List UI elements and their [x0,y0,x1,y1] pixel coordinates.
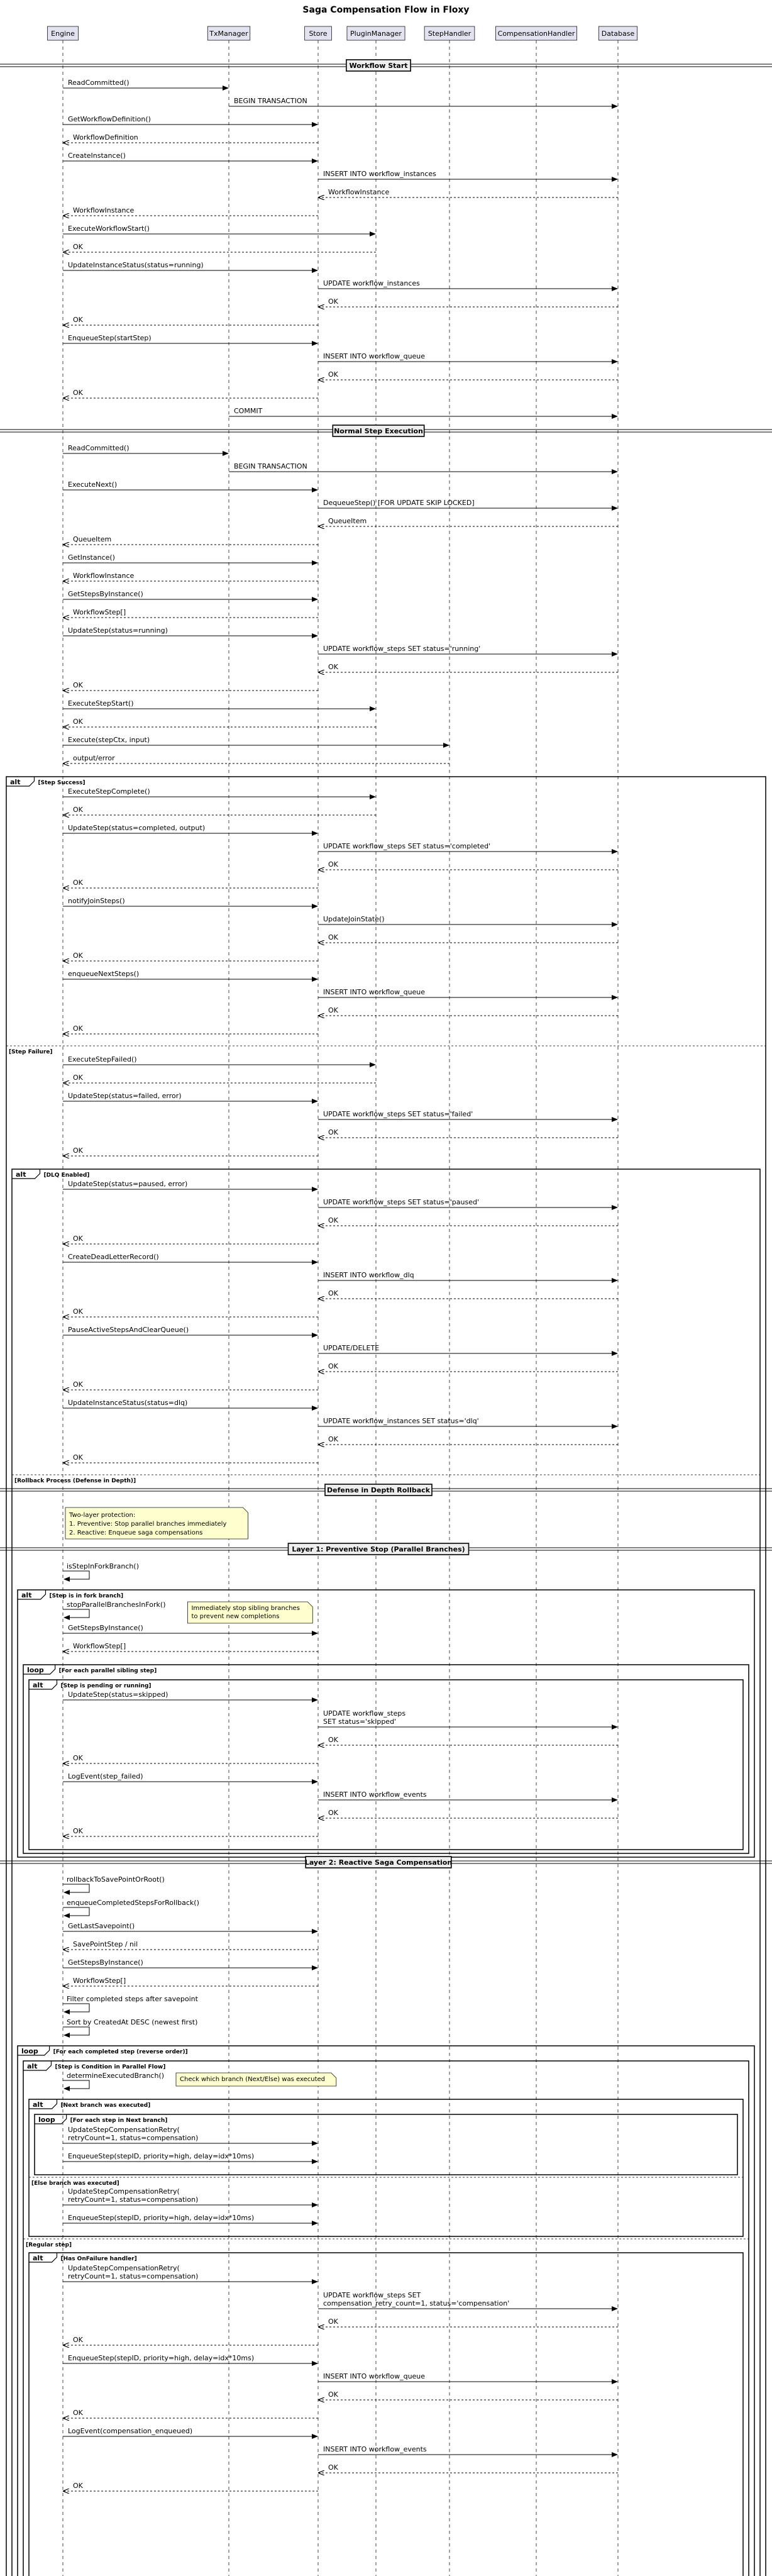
message-label: LogEvent(compensation_enqueued) [68,2427,193,2435]
message-label: UpdateInstanceStatus(status=running) [68,261,204,269]
message-label: LogEvent(step_failed) [68,1772,143,1780]
note-text: 1. Preventive: Stop parallel branches immediately [69,1521,227,1528]
self-message-label: stopParallelBranchesInFork() [67,1601,166,1609]
fragment-keyword: alt [27,2062,38,2070]
else-guard: [Rollback Process (Defense in Depth)] [14,1478,136,1484]
message-label: UpdateStepCompensationRetry( retryCount=1, status=compensation) [68,2264,199,2280]
return-label: OK [73,1827,83,1835]
return-label: OK [73,681,83,689]
fragment-guard: [DLQ Enabled] [43,1172,90,1179]
return-label: OK [328,1289,338,1297]
return-label: QueueItem [328,517,367,525]
return-label: WorkflowInstance [328,188,390,196]
return-label: OK [73,316,83,324]
divider-label: Layer 1: Preventive Stop (Parallel Branches) [292,1545,465,1553]
participant-label: TxManager [209,30,248,38]
return-label: WorkflowStep[] [73,1642,126,1650]
message-label: GetStepsByInstance() [68,1624,143,1632]
message-label: UPDATE workflow_instances SET status='dlq' [323,1417,479,1425]
message-label: INSERT INTO workflow_queue [323,988,426,996]
message-label: UpdateInstanceStatus(status=dlq) [68,1399,188,1407]
message-label: ExecuteStepStart() [68,699,134,708]
return-label: OK [328,663,338,671]
note-text: to prevent new completions [191,1613,280,1620]
fragment-guard: [Step is pending or running] [60,1683,152,1689]
message-label: UpdateJoinState() [323,915,385,923]
return-label: OK [328,1435,338,1443]
fragment-keyword: alt [33,2254,43,2262]
participant-label: Database [601,30,635,38]
message-label: INSERT INTO workflow_events [323,2445,427,2453]
return-label: OK [328,2390,338,2399]
return-label: OK [73,1453,83,1462]
return-label: OK [73,879,83,887]
self-message-arrow [63,2004,89,2012]
return-label: OK [328,1216,338,1224]
message-label: UPDATE workflow_steps SET status='running' [323,645,481,653]
message-label: Execute(stepCtx, input) [68,736,150,744]
return-label: OK [73,2409,83,2417]
message-label: GetStepsByInstance() [68,1958,143,1967]
participant-label: PluginManager [350,30,402,38]
message-label: INSERT INTO workflow_events [323,1790,427,1799]
return-label: OK [73,1024,83,1033]
divider-label: Layer 2: Reactive Saga Compensation [304,1858,453,1867]
message-label: BEGIN TRANSACTION [234,97,307,105]
return-label: OK [328,370,338,379]
message-label: UPDATE/DELETE [323,1344,380,1352]
message-label: ExecuteWorkflowStart() [68,225,150,233]
message-label: BEGIN TRANSACTION [234,462,307,470]
return-label: OK [328,2318,338,2326]
fragment-guard: [Step Success] [38,780,85,786]
return-label: OK [73,389,83,397]
return-label: OK [328,2463,338,2472]
self-message-label: Sort by CreatedAt DESC (newest first) [67,2018,198,2026]
return-label: WorkflowInstance [73,206,135,214]
self-message-label: determineExecutedBranch() [67,2072,165,2080]
message-label: GetLastSavepoint() [68,1922,135,1930]
message-label: UpdateStepCompensationRetry( retryCount=1, status=compensation) [68,2126,199,2142]
fragment-guard: [For each completed step (reverse order)] [53,2049,188,2055]
return-label: OK [73,1146,83,1155]
divider-label: Workflow Start [349,62,408,70]
message-label: GetStepsByInstance() [68,590,143,598]
divider-label: Defense in Depth Rollback [326,1486,431,1494]
return-label: OK [73,1754,83,1762]
participant-label: CompensationHandler [497,30,575,38]
self-message-arrow [63,1609,89,1618]
return-label: OK [328,297,338,306]
return-label: OK [328,1006,338,1014]
message-label: COMMIT [234,407,263,415]
message-label: ReadCommitted() [68,444,130,452]
message-label: INSERT INTO workflow_queue [323,352,426,360]
message-label: GetWorkflowDefinition() [68,115,151,123]
fragment-frame [12,1169,760,2576]
participant-label: Engine [51,30,75,38]
return-label: OK [73,2336,83,2344]
return-label: OK [328,1128,338,1136]
note-text: Two-layer protection: [69,1512,136,1519]
message-label: UpdateStep(status=skipped) [68,1690,168,1699]
return-label: QueueItem [73,535,112,543]
message-label: CreateDeadLetterRecord() [68,1253,159,1261]
return-label: OK [328,1809,338,1817]
fragment-guard: [Step is Condition in Parallel Flow] [55,2064,166,2070]
participant-label: StepHandler [427,30,471,38]
message-label: UPDATE workflow_steps SET compensation_retry_count=1, status='compensation' [323,2291,510,2307]
self-message-arrow [63,1571,89,1579]
message-label: ExecuteStepComplete() [68,787,150,796]
message-label: UpdateStep(status=paused, error) [68,1180,188,1188]
return-label: OK [73,1235,83,1243]
return-label: OK [73,1074,83,1082]
message-label: INSERT INTO workflow_queue [323,2372,426,2380]
fragment-keyword: alt [16,1170,26,1179]
return-label: OK [73,718,83,726]
message-label: EnqueueStep(startStep) [68,334,152,342]
fragment-guard: [Step is in fork branch] [49,1593,124,1599]
self-message-label: enqueueCompletedStepsForRollback() [67,1899,199,1907]
message-label: ReadCommitted() [68,79,130,87]
message-label: UpdateStep(status=failed, error) [68,1092,182,1100]
return-label: OK [328,860,338,869]
note-text: 2. Reactive: Enqueue saga compensations [69,1530,203,1536]
self-message-arrow [63,2080,89,2089]
return-label: OK [328,933,338,941]
message-label: INSERT INTO workflow_instances [323,170,436,178]
return-label: OK [73,1380,83,1389]
return-label: output/error [73,754,115,762]
participant-label: Store [309,30,328,38]
fragment-guard: [Has OnFailure handler] [60,2256,137,2262]
self-message-label: rollbackToSavePointOrRoot() [67,1875,165,1884]
message-label: UpdateStepCompensationRetry( retryCount=1, status=compensation) [68,2187,199,2204]
note-text: Check which branch (Next/Else) was executed [180,2076,325,2083]
return-label: WorkflowStep[] [73,608,126,616]
note-text: Immediately stop sibling branches [191,1605,300,1612]
fragment-guard: [For each step in Next branch] [70,2118,168,2124]
message-label: EnqueueStep(stepID, priority=high, delay=idx*10ms) [68,2152,255,2160]
fragment-keyword: alt [33,2101,43,2109]
fragment-guard: [For each parallel sibling step] [58,1668,157,1674]
message-label: UPDATE workflow_steps SET status='completed' [323,842,491,850]
message-label: EnqueueStep(stepID, priority=high, delay=idx*10ms) [68,2214,255,2222]
return-label: OK [328,1736,338,1744]
fragment-keyword: loop [27,1666,44,1674]
message-label: UPDATE workflow_steps SET status='paused' [323,1198,479,1206]
message-label: notifyJoinSteps() [68,897,125,905]
message-label: UPDATE workflow_instances [323,279,420,287]
self-message-arrow [63,1884,89,1892]
self-message-arrow [63,2027,89,2035]
message-label: UpdateStep(status=completed, output) [68,824,206,832]
self-message-arrow [63,1907,89,1916]
message-label: CreateInstance() [68,152,126,160]
return-label: WorkflowInstance [73,572,135,580]
fragment-keyword: loop [38,2116,55,2124]
divider-label: Normal Step Execution [334,427,423,435]
return-label: OK [73,2482,83,2490]
return-label: OK [73,1307,83,1316]
return-label: OK [73,952,83,960]
return-label: SavePointStep / nil [73,1940,138,1948]
message-label: DequeueStep() [FOR UPDATE SKIP LOCKED] [323,499,475,507]
else-guard: [Else branch was executed] [31,2180,119,2187]
return-label: OK [328,1362,338,1370]
message-label: UPDATE workflow_steps SET status='failed' [323,1110,473,1118]
message-label: ExecuteNext() [68,480,118,489]
fragment-keyword: loop [21,2047,38,2055]
message-label: GetInstance() [68,553,115,562]
return-label: OK [73,243,83,251]
fragment-keyword: alt [21,1591,32,1599]
return-label: WorkflowDefinition [73,133,138,142]
message-label: UPDATE workflow_steps SET status='skipped' [323,1709,406,1726]
message-label: EnqueueStep(stepID, priority=high, delay=idx*10ms) [68,2354,255,2362]
return-label: OK [73,806,83,814]
else-guard: [Step Failure] [9,1049,53,1055]
message-label: UpdateStep(status=running) [68,626,168,635]
fragment-frame [29,1680,743,1850]
message-label: enqueueNextSteps() [68,970,140,978]
fragment-guard: [Next branch was executed] [60,2102,151,2109]
self-message-label: Filter completed steps after savepoint [67,1995,198,2003]
else-guard: [Regular step] [26,2242,72,2248]
self-message-label: isStepInForkBranch() [67,1562,139,1570]
fragment-keyword: alt [10,778,21,786]
return-label: WorkflowStep[] [73,1977,126,1985]
message-label: PauseActiveStepsAndClearQueue() [68,1326,189,1334]
fragment-keyword: alt [33,1681,43,1689]
message-label: INSERT INTO workflow_dlq [323,1271,414,1279]
message-label: ExecuteStepFailed() [68,1055,137,1063]
diagram-title: Saga Compensation Flow in Floxy [302,5,470,15]
